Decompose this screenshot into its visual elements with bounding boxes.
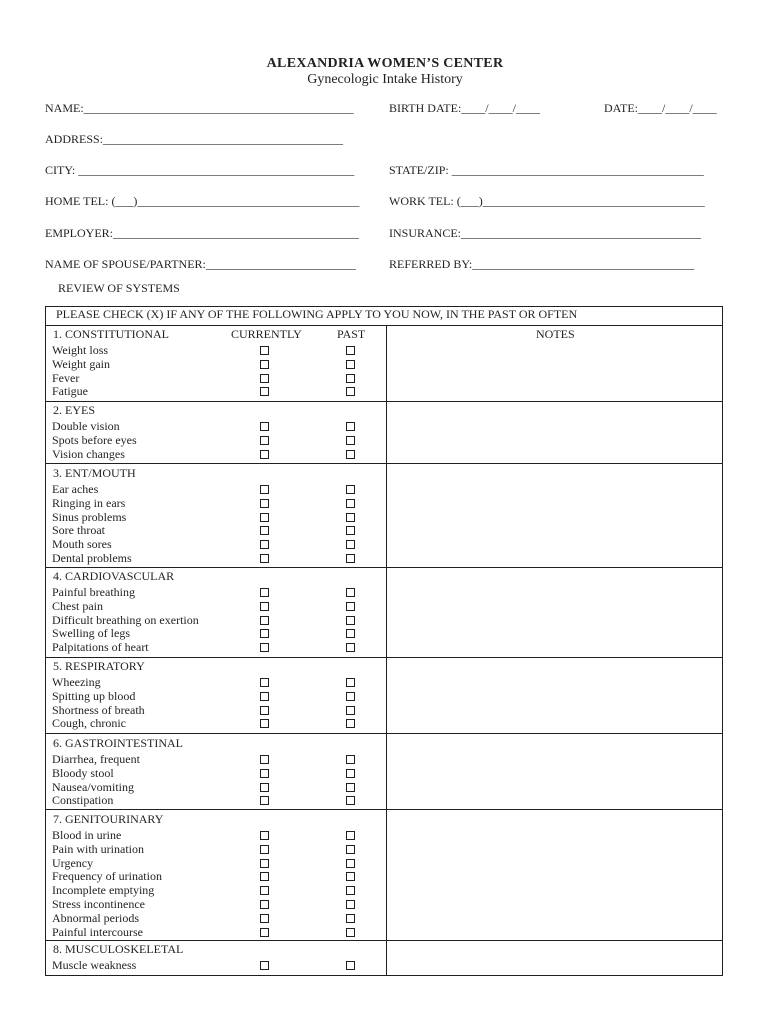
- symptom-label: Frequency of urination: [52, 869, 162, 884]
- column-header-past: PAST: [337, 327, 366, 341]
- symptom-label: Sore throat: [52, 523, 105, 538]
- symptom-label: Double vision: [52, 419, 120, 433]
- symptom-label: Muscle weakness: [52, 958, 137, 972]
- currently-checkbox[interactable]: [260, 374, 269, 383]
- currently-checkbox[interactable]: [260, 526, 269, 535]
- past-checkbox[interactable]: [346, 796, 355, 805]
- currently-checkbox[interactable]: [260, 387, 269, 396]
- symptom-label: Diarrhea, frequent: [52, 752, 140, 766]
- symptom-label: Weight gain: [52, 356, 111, 371]
- symptom-label: Vision changes: [52, 446, 125, 461]
- symptom-label: Spots before eyes: [52, 432, 137, 447]
- past-checkbox[interactable]: [346, 831, 355, 840]
- past-checkbox[interactable]: [346, 526, 355, 535]
- symptom-label: Wheezing: [52, 675, 101, 689]
- section-title: 5. RESPIRATORY: [53, 659, 145, 673]
- section-title: 1. CONSTITUTIONAL: [53, 327, 169, 341]
- currently-checkbox[interactable]: [260, 436, 269, 445]
- column-header-notes: NOTES: [536, 327, 575, 341]
- currently-checkbox[interactable]: [260, 886, 269, 895]
- currently-checkbox[interactable]: [260, 900, 269, 909]
- date-field[interactable]: DATE:____/____/____: [604, 101, 717, 115]
- currently-checkbox[interactable]: [260, 872, 269, 881]
- symptom-label: Cough, chronic: [52, 716, 126, 731]
- currently-checkbox[interactable]: [260, 513, 269, 522]
- currently-checkbox[interactable]: [260, 845, 269, 854]
- currently-checkbox[interactable]: [260, 719, 269, 728]
- birth-date-field[interactable]: BIRTH DATE:____/____/____: [389, 101, 540, 115]
- symptom-label: Constipation: [52, 793, 114, 808]
- past-checkbox[interactable]: [346, 719, 355, 728]
- symptom-label: Mouth sores: [52, 537, 112, 552]
- symptom-label: Bloody stool: [52, 765, 114, 780]
- form-subtitle: Gynecologic Intake History: [307, 72, 463, 87]
- section-title: 6. GASTROINTESTINAL: [53, 736, 183, 750]
- currently-checkbox[interactable]: [260, 928, 269, 937]
- work-tel-field[interactable]: WORK TEL: (___)_____________________________________: [389, 194, 705, 208]
- section-title: 8. MUSCULOSKELETAL: [53, 942, 184, 956]
- currently-checkbox[interactable]: [260, 783, 269, 792]
- symptom-label: Weight loss: [52, 343, 109, 357]
- past-checkbox[interactable]: [346, 540, 355, 549]
- currently-checkbox[interactable]: [260, 616, 269, 625]
- past-checkbox[interactable]: [346, 360, 355, 369]
- symptom-label: Ringing in ears: [52, 495, 126, 510]
- name-field[interactable]: NAME:_____________________________________________: [45, 101, 354, 115]
- currently-checkbox[interactable]: [260, 692, 269, 701]
- past-checkbox[interactable]: [346, 783, 355, 792]
- currently-checkbox[interactable]: [260, 961, 269, 970]
- section-divider: [45, 809, 723, 810]
- currently-checkbox[interactable]: [260, 554, 269, 563]
- past-checkbox[interactable]: [346, 900, 355, 909]
- past-checkbox[interactable]: [346, 914, 355, 923]
- symptom-label: Incomplete emptying: [52, 883, 155, 898]
- symptom-label: Stress incontinence: [52, 897, 145, 911]
- symptom-label: Chest pain: [52, 598, 103, 613]
- currently-checkbox[interactable]: [260, 450, 269, 459]
- past-checkbox[interactable]: [346, 513, 355, 522]
- past-checkbox[interactable]: [346, 374, 355, 383]
- referred-by-field[interactable]: REFERRED BY:_____________________________________: [389, 257, 695, 271]
- past-checkbox[interactable]: [346, 629, 355, 638]
- currently-checkbox[interactable]: [260, 588, 269, 597]
- past-checkbox[interactable]: [346, 643, 355, 652]
- symptom-label: Shortness of breath: [52, 702, 145, 717]
- notes-divider: [386, 326, 387, 976]
- past-checkbox[interactable]: [346, 928, 355, 937]
- past-checkbox[interactable]: [346, 422, 355, 431]
- symptom-label: Nausea/vomiting: [52, 779, 134, 794]
- state-zip-field[interactable]: STATE/ZIP: __________________________________________: [389, 163, 704, 177]
- currently-checkbox[interactable]: [260, 602, 269, 611]
- form-title: ALEXANDRIA WOMEN’S CENTER: [266, 56, 504, 71]
- symptom-label: Painful breathing: [52, 585, 135, 599]
- currently-checkbox[interactable]: [260, 360, 269, 369]
- symptom-label: Painful intercourse: [52, 924, 143, 939]
- past-checkbox[interactable]: [346, 845, 355, 854]
- past-checkbox[interactable]: [346, 769, 355, 778]
- past-checkbox[interactable]: [346, 602, 355, 611]
- home-tel-field[interactable]: HOME TEL: (___)_____________________________________: [45, 194, 360, 208]
- symptom-label: Fever: [52, 370, 80, 385]
- currently-checkbox[interactable]: [260, 499, 269, 508]
- symptom-label: Dental problems: [52, 551, 132, 565]
- section-divider: [45, 940, 723, 941]
- past-checkbox[interactable]: [346, 485, 355, 494]
- currently-checkbox[interactable]: [260, 540, 269, 549]
- check-instructions: PLEASE CHECK (X) IF ANY OF THE FOLLOWING APPLY TO YOU NOW, IN THE PAST OR OFTEN: [45, 306, 723, 326]
- currently-checkbox[interactable]: [260, 485, 269, 494]
- review-of-systems-label: REVIEW OF SYSTEMS: [58, 281, 180, 295]
- past-checkbox[interactable]: [346, 961, 355, 970]
- symptom-label: Blood in urine: [52, 828, 122, 842]
- currently-checkbox[interactable]: [260, 346, 269, 355]
- symptom-label: Abnormal periods: [52, 910, 139, 925]
- past-checkbox[interactable]: [346, 554, 355, 563]
- symptom-label: Pain with urination: [52, 841, 144, 856]
- symptom-label: Difficult breathing on exertion: [52, 612, 199, 627]
- city-field[interactable]: CITY: ______________________________________________: [45, 163, 355, 177]
- currently-checkbox[interactable]: [260, 422, 269, 431]
- past-checkbox[interactable]: [346, 616, 355, 625]
- currently-checkbox[interactable]: [260, 769, 269, 778]
- symptom-label: Sinus problems: [52, 509, 127, 524]
- symptom-label: Spitting up blood: [52, 688, 136, 703]
- section-divider: [45, 463, 723, 464]
- currently-checkbox[interactable]: [260, 643, 269, 652]
- past-checkbox[interactable]: [346, 346, 355, 355]
- currently-checkbox[interactable]: [260, 755, 269, 764]
- currently-checkbox[interactable]: [260, 914, 269, 923]
- insurance-field[interactable]: INSURANCE:________________________________________: [389, 226, 702, 240]
- past-checkbox[interactable]: [346, 436, 355, 445]
- section-title: 4. CARDIOVASCULAR: [53, 569, 175, 583]
- past-checkbox[interactable]: [346, 692, 355, 701]
- currently-checkbox[interactable]: [260, 678, 269, 687]
- currently-checkbox[interactable]: [260, 831, 269, 840]
- column-header-currently: CURRENTLY: [231, 327, 302, 341]
- symptom-label: Ear aches: [52, 482, 99, 496]
- symptom-label: Fatigue: [52, 384, 88, 399]
- past-checkbox[interactable]: [346, 588, 355, 597]
- currently-checkbox[interactable]: [260, 629, 269, 638]
- section-divider: [45, 733, 723, 734]
- past-checkbox[interactable]: [346, 678, 355, 687]
- employer-field[interactable]: EMPLOYER:_________________________________________: [45, 226, 360, 240]
- section-title: 3. ENT/MOUTH: [53, 466, 136, 480]
- past-checkbox[interactable]: [346, 872, 355, 881]
- currently-checkbox[interactable]: [260, 706, 269, 715]
- past-checkbox[interactable]: [346, 387, 355, 396]
- spouse-partner-field[interactable]: NAME OF SPOUSE/PARTNER:_________________________: [45, 257, 356, 271]
- past-checkbox[interactable]: [346, 755, 355, 764]
- past-checkbox[interactable]: [346, 859, 355, 868]
- symptom-label: Urgency: [52, 855, 94, 870]
- section-divider: [45, 657, 723, 658]
- section-divider: [45, 401, 723, 402]
- past-checkbox[interactable]: [346, 499, 355, 508]
- section-divider: [45, 567, 723, 568]
- address-field[interactable]: ADDRESS:________________________________________: [45, 132, 344, 146]
- currently-checkbox[interactable]: [260, 859, 269, 868]
- past-checkbox[interactable]: [346, 706, 355, 715]
- past-checkbox[interactable]: [346, 450, 355, 459]
- section-title: 7. GENITOURINARY: [53, 812, 164, 826]
- symptom-label: Palpitations of heart: [52, 640, 149, 655]
- currently-checkbox[interactable]: [260, 796, 269, 805]
- past-checkbox[interactable]: [346, 886, 355, 895]
- symptom-label: Swelling of legs: [52, 626, 130, 641]
- section-title: 2. EYES: [53, 403, 95, 417]
